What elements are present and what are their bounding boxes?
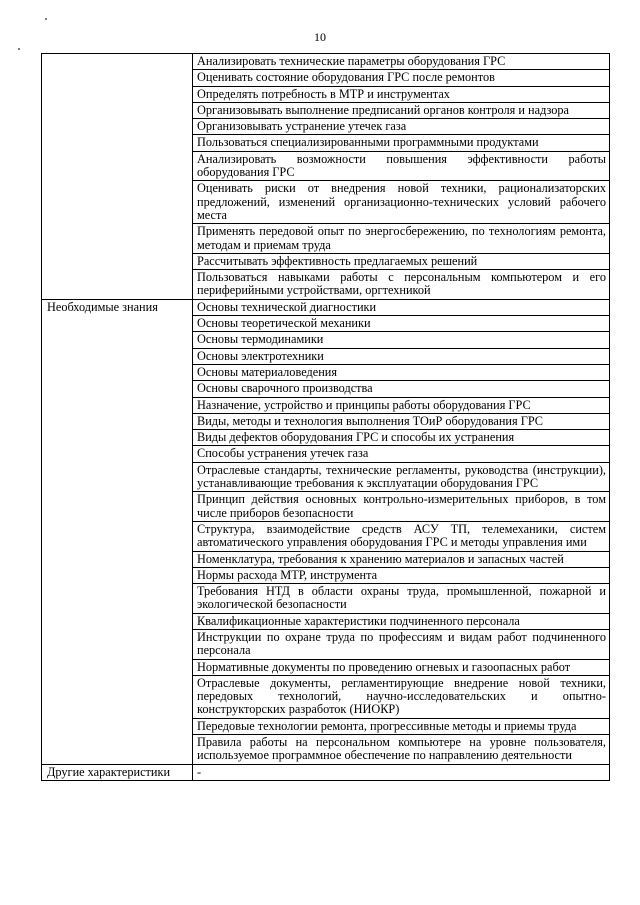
row-group-label: Другие характеристики <box>42 764 193 780</box>
table-cell-item: Требования НТД в области охраны труда, промышленной, пожарной и экологической безопасности <box>193 584 610 614</box>
table-cell-item: Основы теоретической механики <box>193 316 610 332</box>
table-cell-item: Анализировать возможности повышения эффективности работы оборудования ГРС <box>193 151 610 181</box>
table-cell-item: Нормативные документы по проведению огневых и газоопасных работ <box>193 659 610 675</box>
table-cell-item: Нормы расхода МТР, инструмента <box>193 567 610 583</box>
table-cell-item: Отраслевые документы, регламентирующие внедрение новой техники, передовых технологий, научно-исследовательских и опытно-конструкторских разработок (НИОКР) <box>193 675 610 718</box>
page-number: 10 <box>314 30 326 44</box>
table-cell-item: Способы устранения утечек газа <box>193 446 610 462</box>
table-row <box>42 764 610 780</box>
table-cell-item: Отраслевые стандарты, технические регламенты, руководства (инструкции), устанавливающие требования к эксплуатации оборудования ГРС <box>193 462 610 492</box>
table-cell-item: Квалификационные характеристики подчиненного персонала <box>193 613 610 629</box>
row-group-label <box>42 54 193 300</box>
table-row <box>42 299 610 315</box>
table-cell-item: Правила работы на персональном компьютере на уровне пользователя, используемое программное обеспечение по направлению деятельности <box>193 735 610 765</box>
table-cell-item: Передовые технологии ремонта, прогрессивные методы и приемы труда <box>193 718 610 734</box>
competency-table-body <box>42 54 610 781</box>
table-cell-item: Номенклатура, требования к хранению материалов и запасных частей <box>193 551 610 567</box>
table-cell-item: Инструкции по охране труда по профессиям и видам работ подчиненного персонала <box>193 629 610 659</box>
table-cell-item: Анализировать технические параметры оборудования ГРС <box>193 54 610 70</box>
table-row <box>42 54 610 70</box>
table-cell-item: Назначение, устройство и принципы работы оборудования ГРС <box>193 397 610 413</box>
table-cell-item: Основы сварочного производства <box>193 381 610 397</box>
table-cell-item: Виды, методы и технология выполнения ТОиР оборудования ГРС <box>193 413 610 429</box>
table-cell-item: Определять потребность в МТР и инструментах <box>193 86 610 102</box>
table-cell-item: Организовывать выполнение предписаний органов контроля и надзора <box>193 102 610 118</box>
table-cell-item: Пользоваться специализированными программными продуктами <box>193 135 610 151</box>
table-cell-item: Виды дефектов оборудования ГРС и способы их устранения <box>193 430 610 446</box>
scan-artifact <box>45 18 47 20</box>
row-group-label: Необходимые знания <box>42 299 193 764</box>
table-cell-item: Пользоваться навыками работы с персональным компьютером и его периферийными устройствами, оргтехникой <box>193 270 610 300</box>
table-cell-item: Основы технической диагностики <box>193 299 610 315</box>
table-cell-item: Основы термодинамики <box>193 332 610 348</box>
table-cell-item: Принцип действия основных контрольно-измерительных приборов, в том числе приборов безопасности <box>193 492 610 522</box>
table-cell-item: Рассчитывать эффективность предлагаемых решений <box>193 253 610 269</box>
table-cell-item: Применять передовой опыт по энергосбережению, по технологиям ремонта, методам и приемам труда <box>193 224 610 254</box>
table-cell-item: Основы материаловедения <box>193 364 610 380</box>
table-cell-item: Оценивать состояние оборудования ГРС после ремонтов <box>193 70 610 86</box>
table-cell-item: - <box>193 764 610 780</box>
table-cell-item: Основы электротехники <box>193 348 610 364</box>
competency-table <box>41 53 610 781</box>
scan-artifact <box>18 48 20 50</box>
table-cell-item: Оценивать риски от внедрения новой техники, рационализаторских предложений, изменений организационно-технических условий рабочего места <box>193 181 610 224</box>
table-cell-item: Организовывать устранение утечек газа <box>193 119 610 135</box>
table-cell-item: Структура, взаимодействие средств АСУ ТП, телемеханики, систем автоматического управления оборудования ГРС и методы управления ими <box>193 521 610 551</box>
